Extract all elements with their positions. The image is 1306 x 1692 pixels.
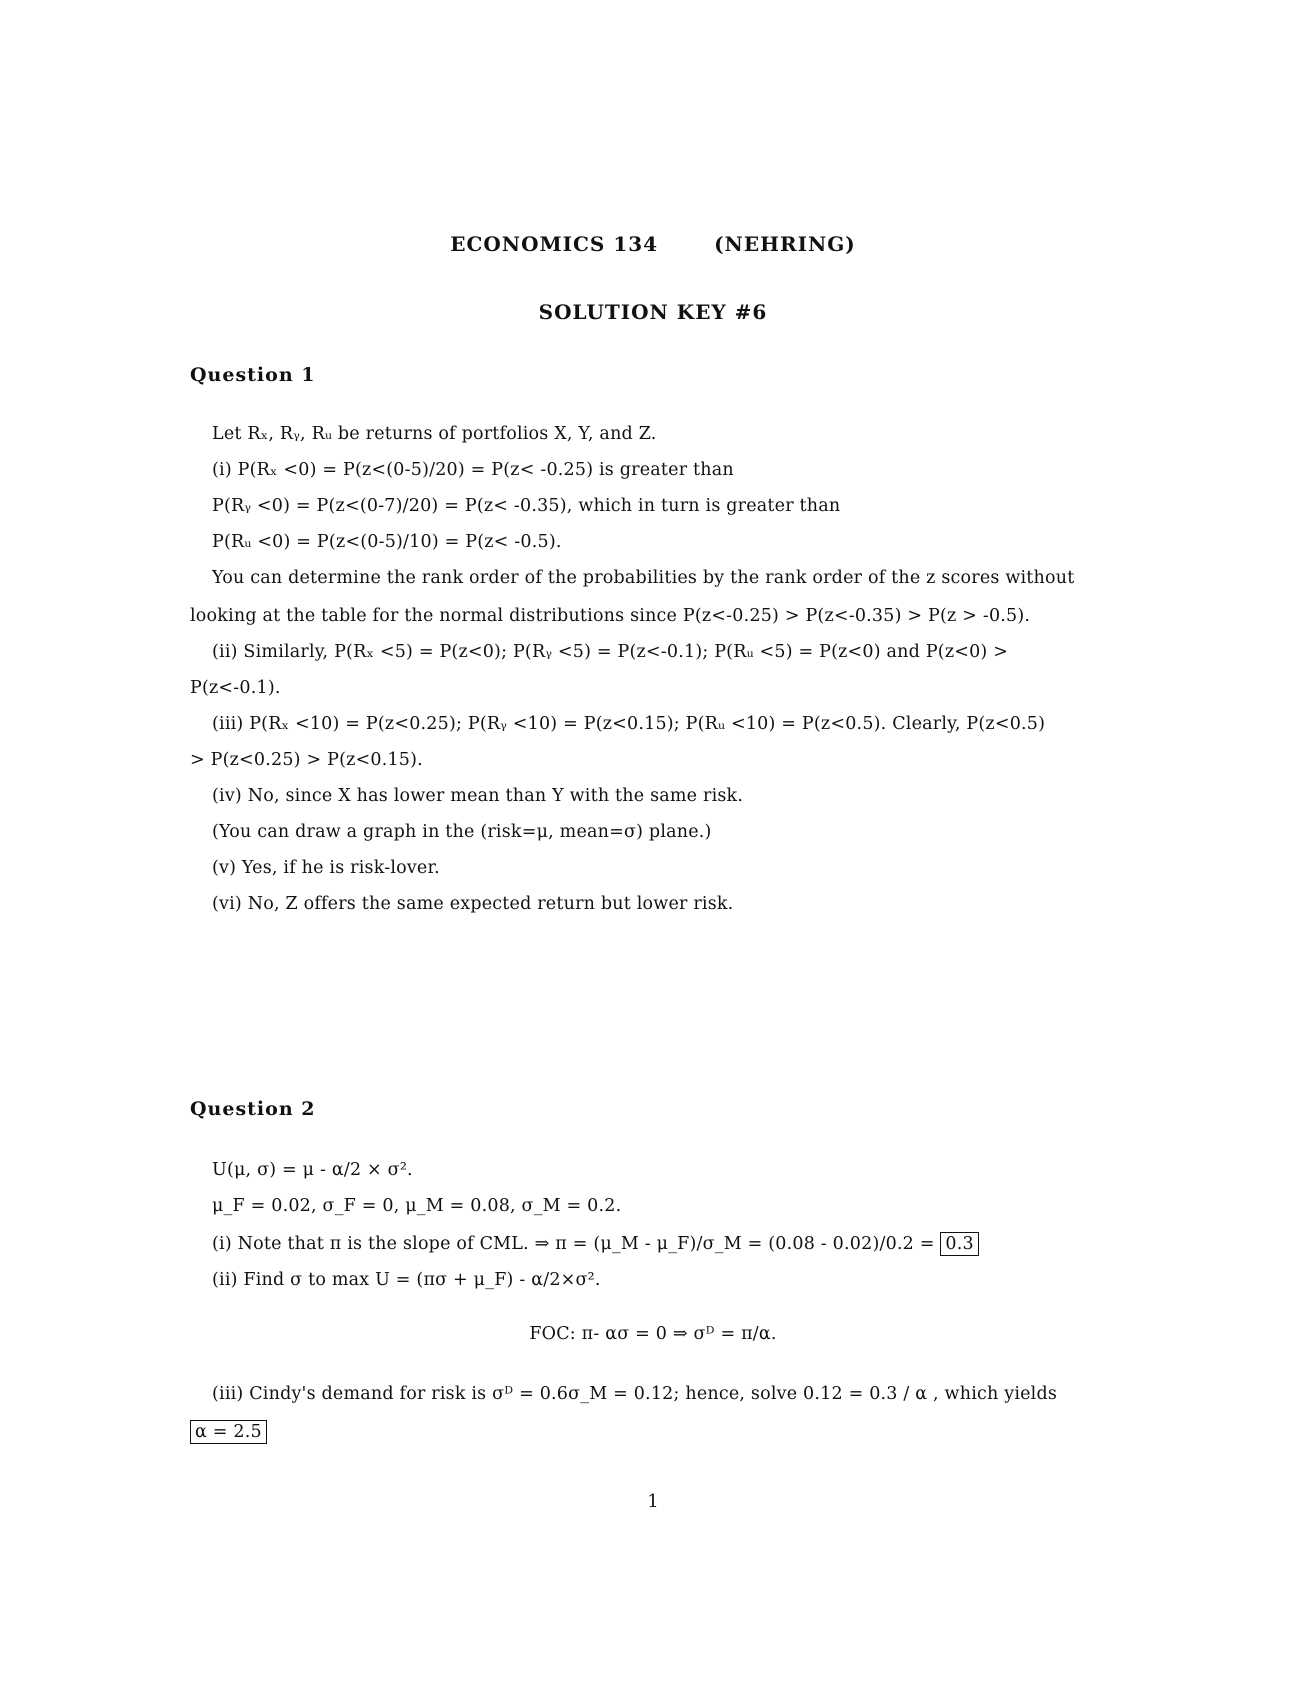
q1-line: > P(z<0.25) > P(z<0.15). — [190, 750, 423, 770]
q2-part-ii-line: (ii) Find σ to max U = (πσ + μ_F) - α/2×σ². — [212, 1270, 601, 1290]
q1-line: (v) Yes, if he is risk-lover. — [212, 858, 440, 878]
q2-part-i-answer-box: 0.3 — [940, 1232, 978, 1256]
q1-line: (iv) No, since X has lower mean than Y with the same risk. — [212, 786, 744, 806]
q1-line: P(Rᵤ <0) = P(z<(0-5)/10) = P(z< -0.5). — [212, 532, 562, 552]
document-subtitle: SOLUTION KEY #6 — [538, 300, 768, 324]
q1-line: Let Rₓ, Rᵧ, Rᵤ be returns of portfolios X, Y, and Z. — [212, 424, 657, 444]
q2-part-iii-line: (iii) Cindy's demand for risk is σᴰ = 0.6σ_M = 0.12; hence, solve 0.12 = 0.3 / α , which yields — [212, 1384, 1058, 1404]
q2-part-i-text: (i) Note that π is the slope of CML. ⇒ π = (μ_M - μ_F)/σ_M = (0.08 - 0.02)/0.2 = — [212, 1234, 935, 1254]
instructor-name: (NEHRING) — [714, 232, 856, 256]
q2-final-answer-box: α = 2.5 — [190, 1420, 267, 1444]
q2-parameters-line: μ_F = 0.02, σ_F = 0, μ_M = 0.08, σ_M = 0.2. — [212, 1196, 622, 1216]
q1-line: P(Rᵧ <0) = P(z<(0-7)/20) = P(z< -0.35), which in turn is greater than — [212, 496, 841, 516]
q1-line: P(z<-0.1). — [190, 678, 281, 698]
page-number: 1 — [647, 1491, 659, 1512]
question-1-heading: Question 1 — [190, 364, 316, 386]
q1-line: (i) P(Rₓ <0) = P(z<(0-5)/20) = P(z< -0.25) is greater than — [212, 460, 734, 480]
q1-line: (ii) Similarly, P(Rₓ <5) = P(z<0); P(Rᵧ <5) = P(z<-0.1); P(Rᵤ <5) = P(z<0) and P(z<0) > — [212, 642, 1009, 662]
q1-line: (You can draw a graph in the (risk=μ, mean=σ) plane.) — [212, 822, 712, 842]
q1-line: You can determine the rank order of the probabilities by the rank order of the z scores without — [212, 568, 1075, 588]
course-title: ECONOMICS 134 — [450, 232, 659, 256]
q2-part-i-line — [212, 1232, 979, 1256]
document-title — [0, 232, 1306, 256]
q2-utility-line: U(μ, σ) = μ - α/2 × σ². — [212, 1160, 413, 1180]
q1-line: looking at the table for the normal distributions since P(z<-0.25) > P(z<-0.35) > P(z > -0.5). — [190, 606, 1031, 626]
q1-line: (vi) No, Z offers the same expected return but lower risk. — [212, 894, 734, 914]
q2-foc-equation: FOC: π- ασ = 0 ⇒ σᴰ = π/α. — [529, 1324, 777, 1344]
q1-line: (iii) P(Rₓ <10) = P(z<0.25); P(Rᵧ <10) = P(z<0.15); P(Rᵤ <10) = P(z<0.5). Clearly, P(z<0.5) — [212, 714, 1046, 734]
q2-final-answer-line — [190, 1420, 267, 1444]
question-2-heading: Question 2 — [190, 1098, 316, 1120]
